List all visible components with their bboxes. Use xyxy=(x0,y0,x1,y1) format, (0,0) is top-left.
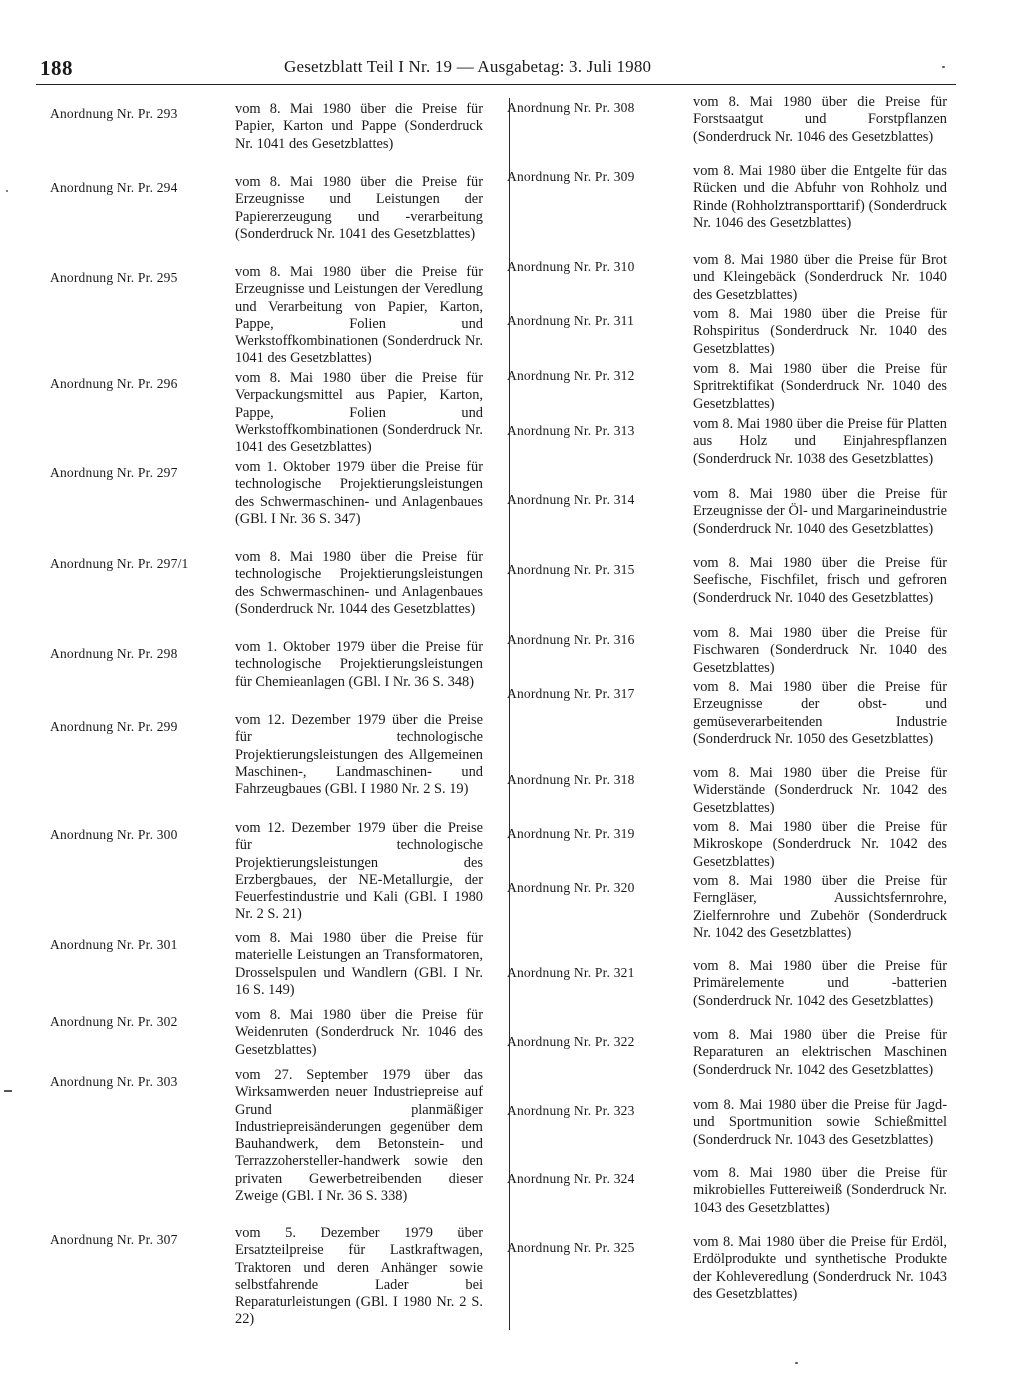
entry-text: vom 8. Mai 1980 über die Preise für Erzeugnisse und Leistungen der Papiererzeugung und -verarbeitung (Sonderdruck Nr. 1041 des Gesetzblattes) xyxy=(235,174,483,242)
entry-label: Anordnung Nr. Pr. 297/1 xyxy=(50,556,189,571)
entry-label: Anordnung Nr. Pr. 294 xyxy=(50,180,178,195)
entry-label: Anordnung Nr. Pr. 303 xyxy=(50,1074,178,1089)
entry-text: vom 8. Mai 1980 über die Preise für Jagd- und Sportmunition sowie Schießmittel (Sonderdruck Nr. 1043 des Gesetzblattes) xyxy=(693,1097,947,1148)
entry-label: Anordnung Nr. Pr. 322 xyxy=(507,1034,635,1049)
entry-label: Anordnung Nr. Pr. 297 xyxy=(50,465,178,480)
entry-label: Anordnung Nr. Pr. 323 xyxy=(507,1103,635,1118)
entry-label: Anordnung Nr. Pr. 309 xyxy=(507,169,635,184)
entry-text: vom 8. Mai 1980 über die Preise für Spritrektifikat (Sonderdruck Nr. 1040 des Gesetzblattes) xyxy=(693,361,947,412)
entry-text: vom 12. Dezember 1979 über die Preise für technologische Projektierungsleistungen des Erzbergbaues, der NE-Metallurgie, der Feuerfestindustrie und Kali (GBl. I 1980 Nr. 2 S. 21) xyxy=(235,820,483,923)
entry-text: vom 8. Mai 1980 über die Preise für Verpackungsmittel aus Papier, Karton, Pappe, Folien und Werkstoffkombinationen (Sonderdruck Nr. 1041 des Gesetzblattes) xyxy=(235,370,483,456)
entry-text: vom 8. Mai 1980 über die Entgelte für das Rücken und die Abfuhr von Rohholz und Rinde (Rohholztransporttarif) (Sonderdruck Nr. 1046 des Gesetzblattes) xyxy=(693,163,947,231)
entry-text: vom 1. Oktober 1979 über die Preise für technologische Projektierungsleistungen des Schwermaschinen- und Anlagenbaues (GBl. I Nr. 36 S. 347) xyxy=(235,459,483,527)
entry-label: Anordnung Nr. Pr. 321 xyxy=(507,965,635,980)
entry-label: Anordnung Nr. Pr. 301 xyxy=(50,937,178,952)
entry-label: Anordnung Nr. Pr. 313 xyxy=(507,423,635,438)
header-rule xyxy=(36,84,956,85)
entry-text: vom 1. Oktober 1979 über die Preise für technologische Projektierungsleistungen für Chemieanlagen (GBl. I Nr. 36 S. 348) xyxy=(235,639,483,690)
entry-text: vom 8. Mai 1980 über die Preise für mikrobielles Futtereiweiß (Sonderdruck Nr. 1043 des Gesetzblattes) xyxy=(693,1165,947,1216)
entry-label: Anordnung Nr. Pr. 302 xyxy=(50,1014,178,1029)
entry-label: Anordnung Nr. Pr. 320 xyxy=(507,880,635,895)
entry-label: Anordnung Nr. Pr. 318 xyxy=(507,772,635,787)
entry-label: Anordnung Nr. Pr. 319 xyxy=(507,826,635,841)
entry-label: Anordnung Nr. Pr. 295 xyxy=(50,270,178,285)
entry-text: vom 8. Mai 1980 über die Preise für technologische Projektierungsleistungen des Schwermaschinen- und Anlagenbaues (Sonderdruck Nr. 1044 des Gesetzblattes) xyxy=(235,549,483,617)
entry-text: vom 8. Mai 1980 über die Preise für Erzeugnisse und Leistungen der Veredlung und Verarbeitung von Papier, Karton, Pappe, Folien und Werkstoffkombinationen (Sonderdruck Nr. 1041 des Gesetzblattes) xyxy=(235,264,483,367)
entry-text: vom 5. Dezember 1979 über Ersatzteilpreise für Lastkraftwagen, Traktoren und deren Anhänger sowie selbstfahrende Lader bei Reparaturleistungen (GBl. I 1980 Nr. 2 S. 22) xyxy=(235,1225,483,1328)
entry-label: Anordnung Nr. Pr. 310 xyxy=(507,259,635,274)
entry-label: Anordnung Nr. Pr. 307 xyxy=(50,1232,178,1247)
entry-label: Anordnung Nr. Pr. 293 xyxy=(50,106,178,121)
entry-label: Anordnung Nr. Pr. 324 xyxy=(507,1171,635,1186)
entry-text: vom 8. Mai 1980 über die Preise für Seefische, Fischfilet, frisch und gefroren (Sonderdruck Nr. 1040 des Gesetzblattes) xyxy=(693,555,947,606)
entry-text: vom 8. Mai 1980 über die Preise für Rohspiritus (Sonderdruck Nr. 1040 des Gesetzblattes) xyxy=(693,306,947,357)
entry-label: Anordnung Nr. Pr. 314 xyxy=(507,492,635,507)
entry-text: vom 8. Mai 1980 über die Preise für Weidenruten (Sonderdruck Nr. 1046 des Gesetzblattes) xyxy=(235,1007,483,1058)
entry-text: vom 8. Mai 1980 über die Preise für Reparaturen an elektrischen Maschinen (Sonderdruck Nr. 1042 des Gesetzblattes) xyxy=(693,1027,947,1078)
scan-speck xyxy=(6,190,8,192)
entry-text: vom 8. Mai 1980 über die Preise für materielle Leistungen an Transformatoren, Drosselspulen und Wandlern (GBl. I Nr. 16 S. 149) xyxy=(235,930,483,998)
entry-text: vom 27. September 1979 über das Wirksamwerden neuer Industriepreise auf Grund planmäßiger Industriepreisänderungen gegenüber dem Bauhandwerk, dem Betonstein- und Terrazzohersteller-handwerk sowie den privaten Gewerbetreibenden dieser Zweige (GBl. I Nr. 36 S. 338) xyxy=(235,1067,483,1205)
entry-text: vom 8. Mai 1980 über die Preise für Widerstände (Sonderdruck Nr. 1042 des Gesetzblattes) xyxy=(693,765,947,816)
entry-text: vom 8. Mai 1980 über die Preise für Mikroskope (Sonderdruck Nr. 1042 des Gesetzblattes) xyxy=(693,819,947,870)
entry-label: Anordnung Nr. Pr. 315 xyxy=(507,562,635,577)
column-divider xyxy=(509,98,510,1330)
entry-label: Anordnung Nr. Pr. 299 xyxy=(50,719,178,734)
entry-label: Anordnung Nr. Pr. 308 xyxy=(507,100,635,115)
entry-label: Anordnung Nr. Pr. 325 xyxy=(507,1240,635,1255)
entry-text: vom 8. Mai 1980 über die Preise für Ferngläser, Aussichtsfernrohre, Zielfernrohre und Zubehör (Sonderdruck Nr. 1042 des Gesetzblattes) xyxy=(693,873,947,941)
entry-label: Anordnung Nr. Pr. 317 xyxy=(507,686,635,701)
entry-label: Anordnung Nr. Pr. 300 xyxy=(50,827,178,842)
entry-text: vom 8. Mai 1980 über die Preise für Brot und Kleingebäck (Sonderdruck Nr. 1040 des Gesetzblattes) xyxy=(693,252,947,303)
entry-label: Anordnung Nr. Pr. 298 xyxy=(50,646,178,661)
entry-text: vom 8. Mai 1980 über die Preise für Primärelemente und -batterien (Sonderdruck Nr. 1042 des Gesetzblattes) xyxy=(693,958,947,1009)
scan-speck xyxy=(795,1362,798,1364)
entry-label: Anordnung Nr. Pr. 311 xyxy=(507,313,635,328)
page-number: 188 xyxy=(40,56,73,80)
entry-text: vom 8. Mai 1980 über die Preise für Forstsaatgut und Forstpflanzen (Sonderdruck Nr. 1046 des Gesetzblattes) xyxy=(693,94,947,145)
entry-label: Anordnung Nr. Pr. 296 xyxy=(50,376,178,391)
entry-label: Anordnung Nr. Pr. 312 xyxy=(507,368,635,383)
entry-text: vom 8. Mai 1980 über die Preise für Papier, Karton und Pappe (Sonderdruck Nr. 1041 des Gesetzblattes) xyxy=(235,101,483,152)
running-header: Gesetzblatt Teil I Nr. 19 — Ausgabetag: 3. Juli 1980 xyxy=(284,57,652,76)
entry-label: Anordnung Nr. Pr. 316 xyxy=(507,632,635,647)
entry-text: vom 8. Mai 1980 über die Preise für Erzeugnisse der Öl- und Margarineindustrie (Sonderdruck Nr. 1040 des Gesetzblattes) xyxy=(693,486,947,537)
entry-text: vom 8. Mai 1980 über die Preise für Erdöl, Erdölprodukte und synthetische Produkte der Kohleveredlung (Sonderdruck Nr. 1043 des Gesetzblattes) xyxy=(693,1234,947,1302)
entry-text: vom 12. Dezember 1979 über die Preise für technologische Projektierungsleistungen des Allgemeinen Maschinen-, Landmaschinen- und Fahrzeugbaues (GBl. I 1980 Nr. 2 S. 19) xyxy=(235,712,483,798)
entry-text: vom 8. Mai 1980 über die Preise für Fischwaren (Sonderdruck Nr. 1040 des Gesetzblattes) xyxy=(693,625,947,676)
scan-mark xyxy=(4,1090,12,1092)
entry-text: vom 8. Mai 1980 über die Preise für Erzeugnisse der obst- und gemüseverarbeitenden Industrie (Sonderdruck Nr. 1050 des Gesetzblattes) xyxy=(693,679,947,747)
entry-text: vom 8. Mai 1980 über die Preise für Platten aus Holz und Einjahrespflanzen (Sonderdruck Nr. 1038 des Gesetzblattes) xyxy=(693,416,947,467)
scan-speck xyxy=(942,66,945,68)
